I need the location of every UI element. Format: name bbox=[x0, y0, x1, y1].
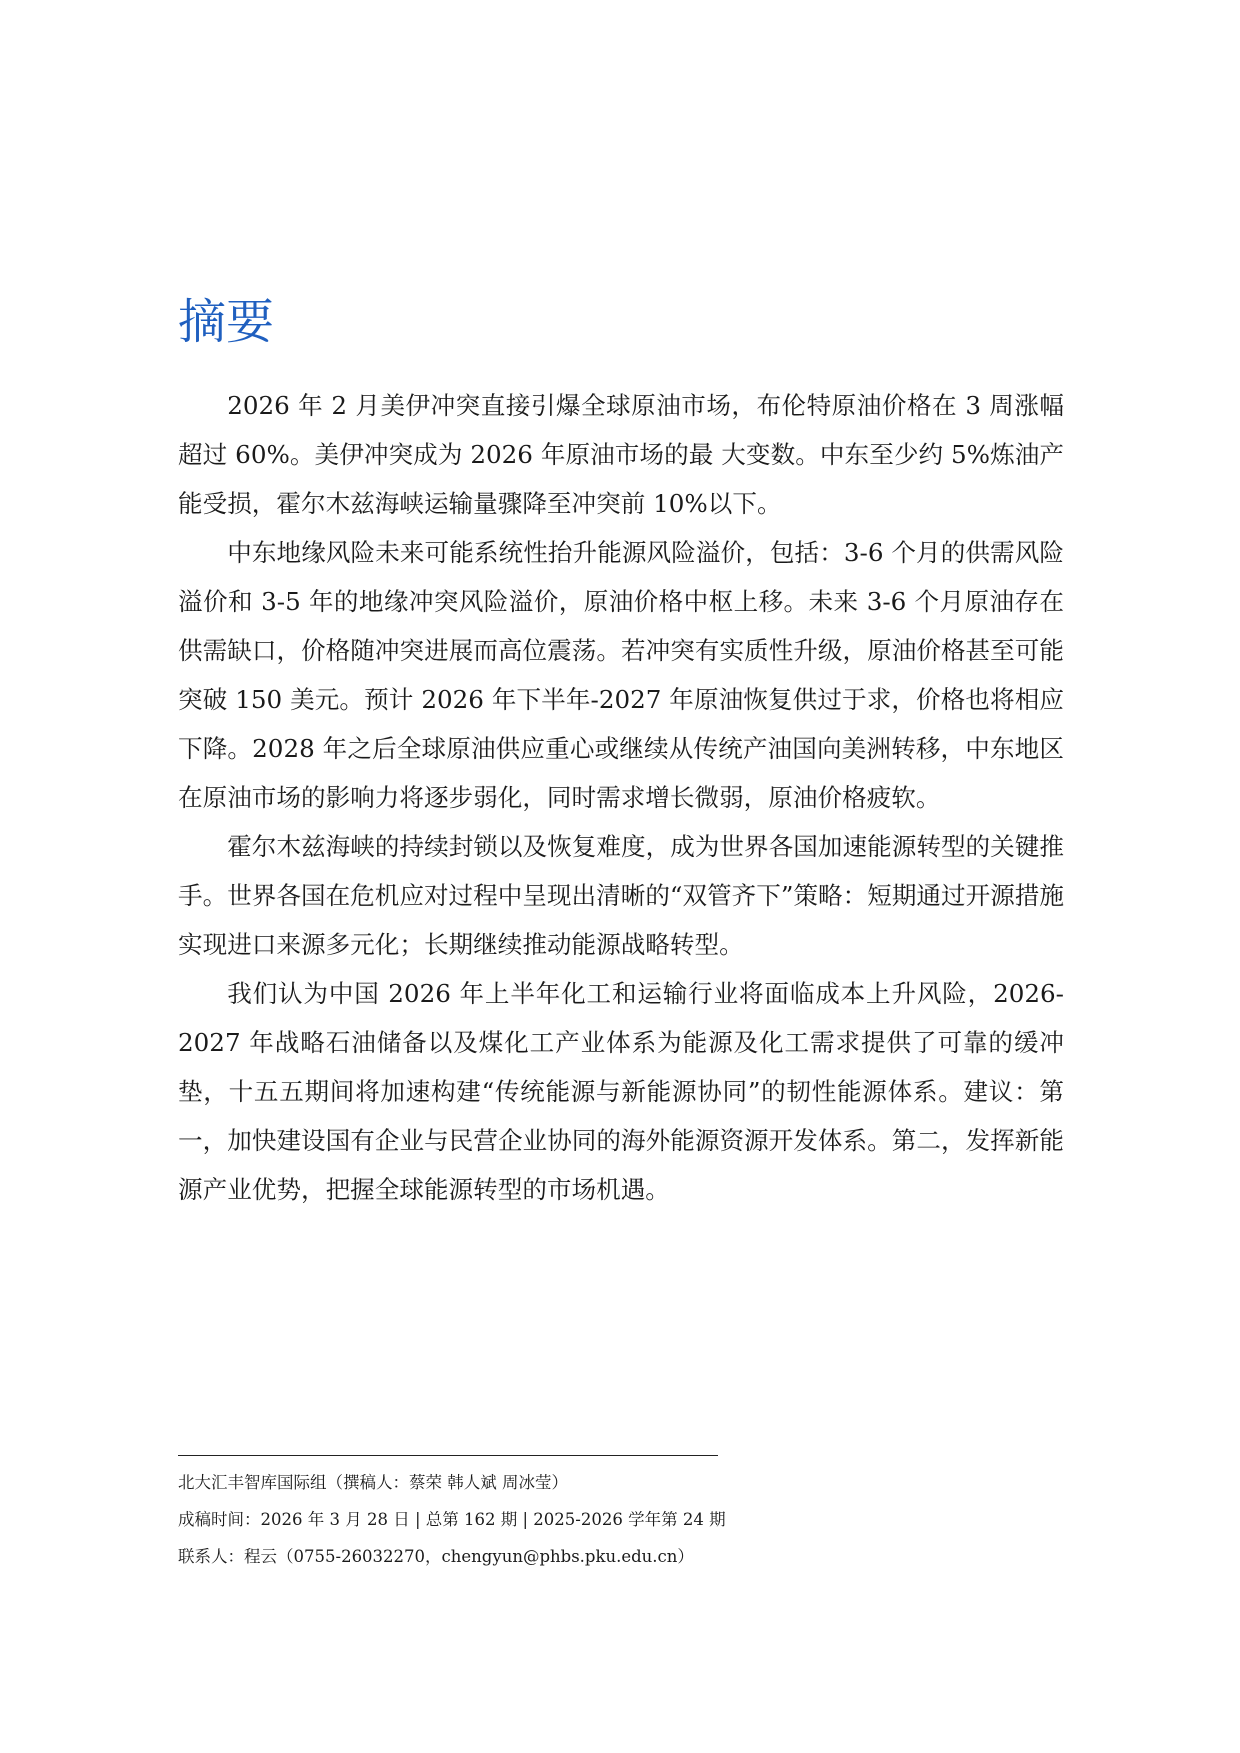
paragraph-1: 2026 年 2 月美伊冲突直接引爆全球原油市场，布伦特原油价格在 3 周涨幅超过 60%。美伊冲突成为 2026 年原油市场的最 大变数。中东至少约 5%炼油产能受损，霍尔木兹海峡运输量骤降至冲突前 10%以下。 bbox=[178, 391, 1064, 518]
footnote-divider bbox=[178, 1455, 718, 1456]
footnote-issue-info: 成稿时间：2026 年 3 月 28 日 | 总第 162 期 | 2025-2026 学年第 24 期 bbox=[178, 1510, 726, 1529]
abstract-title: 摘要 bbox=[178, 294, 275, 350]
footnote-block bbox=[178, 1464, 1064, 1575]
paragraph-3: 霍尔木兹海峡的持续封锁以及恢复难度，成为世界各国加速能源转型的关键推手。世界各国在危机应对过程中呈现出清晰的“双管齐下”策略：短期通过开源措施实现进口来源多元化；长期继续推动能源战略转型。 bbox=[178, 832, 1064, 959]
footnote-contact: 联系人：程云（0755-26032270，chengyun@phbs.pku.edu.cn） bbox=[178, 1547, 694, 1566]
paragraph-2: 中东地缘风险未来可能系统性抬升能源风险溢价，包括：3-6 个月的供需风险溢价和 3-5 年的地缘冲突风险溢价，原油价格中枢上移。未来 3-6 个月原油存在供需缺口，价格随冲突进展而高位震荡。若冲突有实质性升级，原油价格甚至可能突破 150 美元。预计 2026 年下半年-2027 年原油恢复供过于求，价格也将相应下降。2028 年之后全球原油供应重心或继续从传统产油国向美洲转移，中东地区在原油市场的影响力将逐步弱化，同时需求增长微弱，原油价格疲软。 bbox=[178, 538, 1064, 812]
paragraph-4: 我们认为中国 2026 年上半年化工和运输行业将面临成本上升风险，2026-2027 年战略石油储备以及煤化工产业体系为能源及化工需求提供了可靠的缓冲垫，十五五期间将加速构建“传统能源与新能源协同”的韧性能源体系。建议：第一，加快建设国有企业与民营企业协同的海外能源资源开发体系。第二，发挥新能源产业优势，把握全球能源转型的市场机遇。 bbox=[178, 979, 1064, 1204]
abstract-body bbox=[178, 381, 1064, 1214]
footnote-authors: 北大汇丰智库国际组（撰稿人：蔡荣 韩人斌 周冰莹） bbox=[178, 1473, 568, 1492]
